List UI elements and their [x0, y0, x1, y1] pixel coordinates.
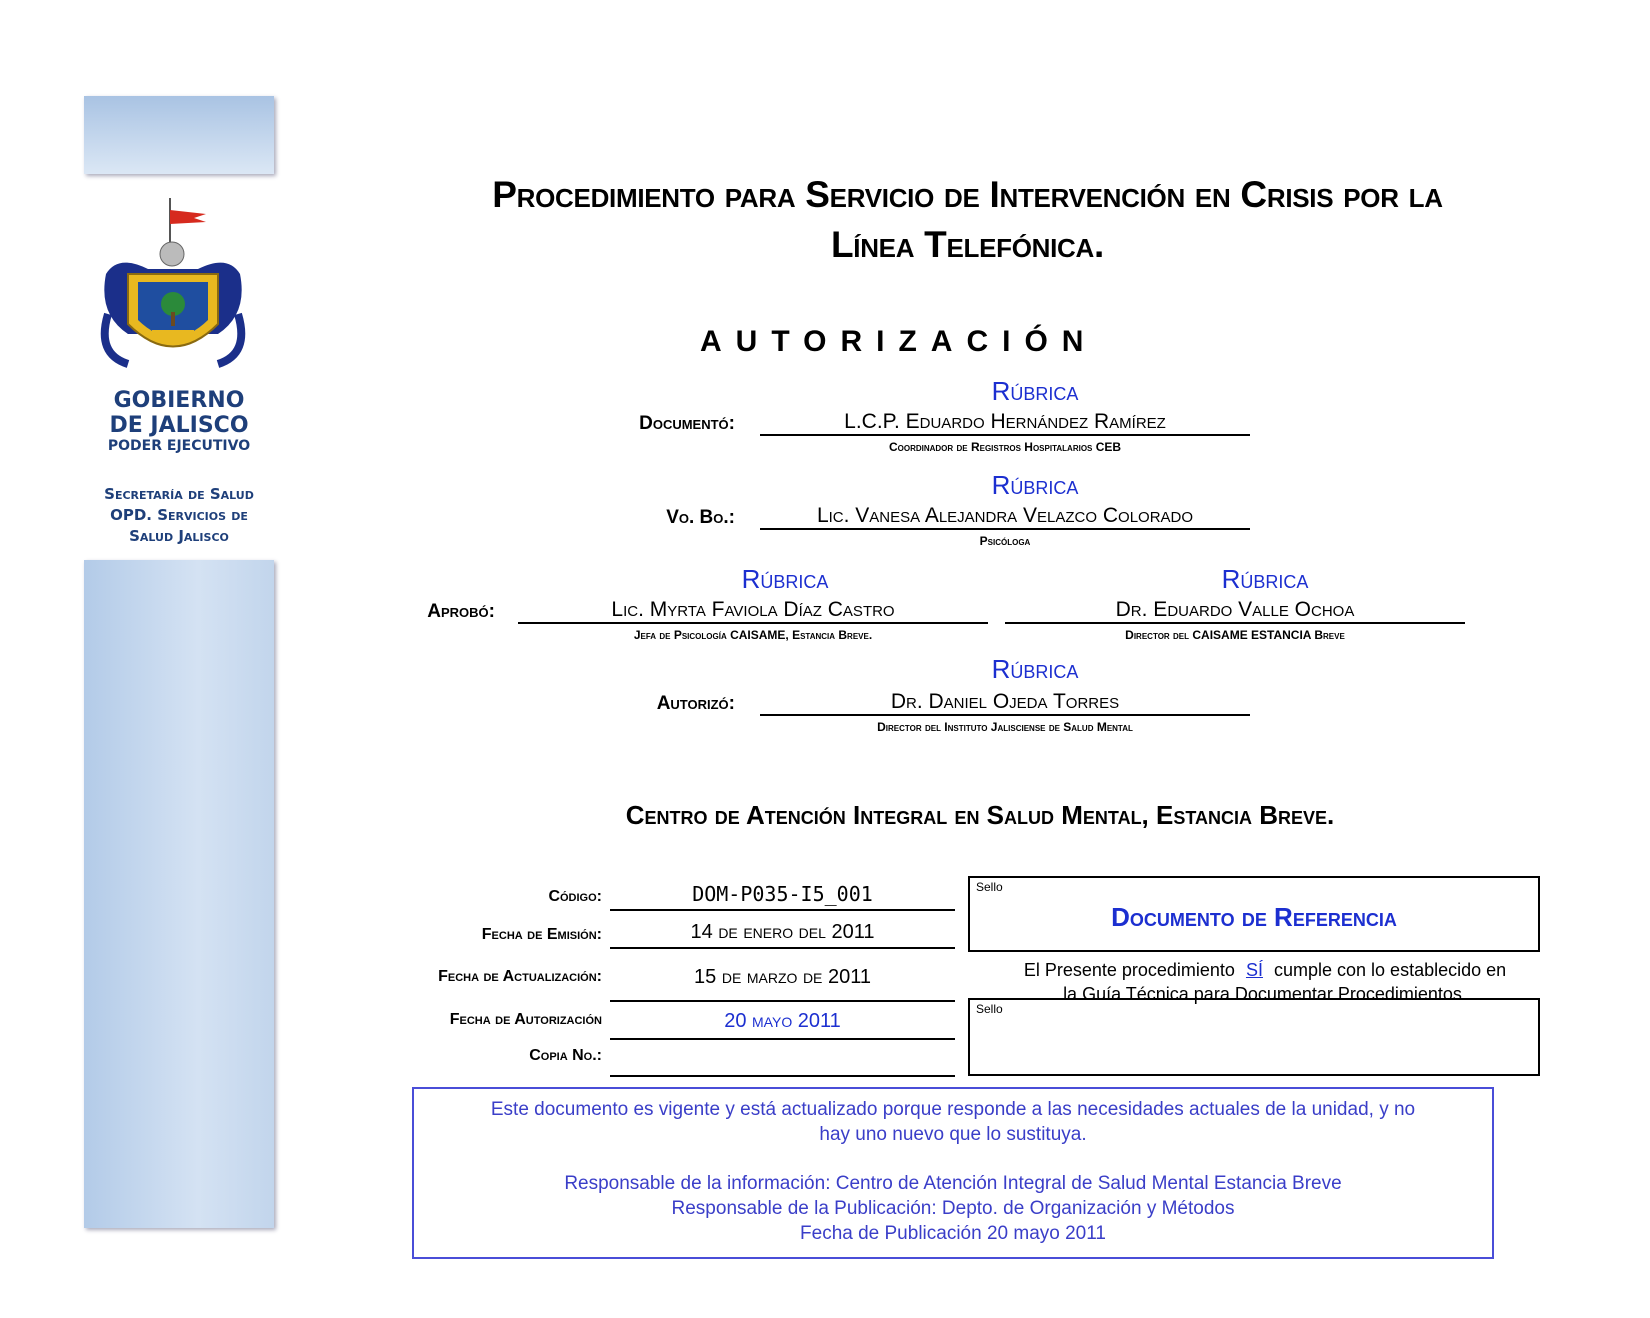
emision-label: Fecha de Emisión:	[481, 926, 602, 943]
aprobo-left-role: Jefa de Psicología CAISAME, Estancia Breve.	[633, 628, 873, 642]
codigo-value: DOM-P035-I5_001	[610, 879, 955, 911]
documento-role: Coordinador de Registros Hospitalarios CEB	[888, 440, 1122, 454]
compliance-answer: SÍ	[1245, 960, 1263, 980]
seal-box	[968, 998, 1540, 1076]
autorizo-label: Autorizó:	[656, 693, 735, 714]
aprobo-right-name: Dr. Eduardo Valle Ochoa	[1005, 598, 1465, 624]
copia-value	[610, 1045, 955, 1077]
coat-of-arms-icon	[98, 194, 248, 384]
authorization-heading: AUTORIZACIÓN	[700, 325, 1098, 358]
rubrica-signature: Rúbrica	[991, 470, 1079, 500]
actualizacion-value: 15 de marzo de 2011	[610, 960, 955, 1002]
rubrica-signature: Rúbrica	[1221, 564, 1309, 594]
aprobo-label: Aprobó:	[427, 601, 495, 622]
sidebar-top-band	[84, 96, 274, 174]
executive-power: PODER EJECUTIVO	[107, 438, 251, 454]
stamp-label: Sello	[976, 880, 1003, 894]
validity-note: Este documento es vigente y está actualizado porque responde a las necesidades actuales de la unidad, y no hay uno nuevo que lo sustituya. Responsable de la información: Centro de Atención Integral de Salud Mental Estancia Breve Responsable de la Publicación: Depto. de Organización y Métodos Fecha de Publicación 20 mayo 2011	[412, 1087, 1494, 1259]
government-name: GOBIERNO DE JALISCO	[109, 388, 249, 438]
autorizacion-label: Fecha de Autorización	[449, 1011, 602, 1028]
documento-label: Documentó:	[639, 413, 735, 434]
autorizo-role: Director del Instituto Jalisciense de Salud Mental	[877, 720, 1133, 734]
vobo-label: Vo. Bo.:	[666, 507, 735, 528]
document-reference-title: Documento de Referencia	[1111, 902, 1397, 932]
center-name: Centro de Atención Integral en Salud Mental, Estancia Breve.	[625, 800, 1335, 830]
autorizo-name: Dr. Daniel Ojeda Torres	[760, 690, 1250, 716]
page-title: Procedimiento para Servicio de Intervención en Crisis por la Línea Telefónica.	[492, 174, 1443, 265]
copia-label: Copia No.:	[529, 1047, 602, 1064]
aprobo-left-name: Lic. Myrta Faviola Díaz Castro	[518, 598, 988, 624]
sidebar-bottom-band	[84, 560, 274, 1228]
autorizacion-value: 20 mayo 2011	[610, 1004, 955, 1040]
rubrica-signature: Rúbrica	[991, 654, 1079, 684]
codigo-label: Código:	[548, 888, 602, 905]
documento-name: L.C.P. Eduardo Hernández Ramírez	[760, 410, 1250, 436]
actualizacion-label: Fecha de Actualización:	[438, 968, 602, 985]
rubrica-signature: Rúbrica	[741, 564, 829, 594]
vobo-role: Psicóloga	[979, 534, 1031, 548]
vobo-name: Lic. Vanesa Alejandra Velazco Colorado	[760, 504, 1250, 530]
rubrica-signature: Rúbrica	[991, 376, 1079, 406]
stamp-label: Sello	[976, 1002, 1003, 1016]
compliance-statement: El Presente procedimiento SÍ cumple con lo establecido en la Guía Técnica para Documentar Procedimientos.	[1023, 960, 1507, 1004]
aprobo-right-role: Director del CAISAME ESTANCIA Breve	[1125, 628, 1345, 642]
reference-stamp-box	[968, 876, 1540, 952]
emision-value: 14 de enero del 2011	[610, 917, 955, 949]
health-secretariat: Secretaría de Salud OPD. Servicios de Salud Jalisco	[104, 485, 254, 545]
